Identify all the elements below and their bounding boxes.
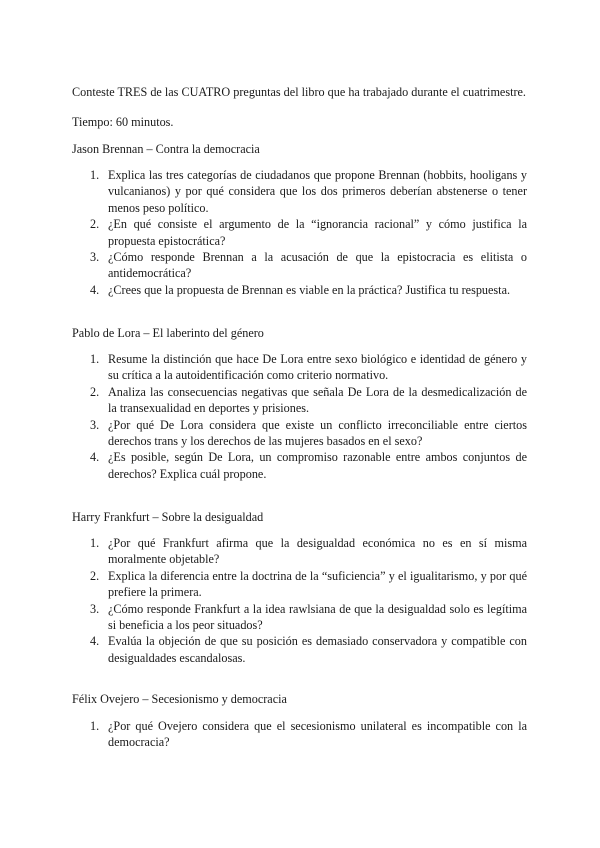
question-text: ¿Cómo responde Brennan a la acusación de que la epistocracia es elitista o antidemocrática? (108, 250, 527, 281)
section-title-de-lora: Pablo de Lora – El laberinto del género (72, 326, 264, 340)
question-number: 2. (90, 384, 100, 399)
question-text: ¿Por qué De Lora considera que existe un conflicto irreconciliable entre ciertos derechos trans y los derechos de las mujeres basados en el sexo? (108, 417, 527, 449)
question-number: 1. (90, 352, 100, 366)
question-list-frankfurt (0, 535, 600, 666)
question-number: 4. (90, 282, 100, 297)
question-text: ¿Por qué Frankfurt afirma que la desigualdad económica no es en sí misma moralmente objetable? (108, 536, 527, 567)
question-item (0, 282, 600, 298)
question-text: ¿Por qué Ovejero considera que el secesionismo unilateral es incompatible con la democracia? (108, 719, 527, 750)
question-list-brennan (0, 167, 600, 298)
question-item (0, 351, 600, 384)
question-number: 4. (90, 450, 100, 465)
question-text: Analiza las consecuencias negativas que señala De Lora de la desmedicalización de la transexualidad en deportes y prisiones. (108, 384, 527, 416)
section-title-ovejero: Félix Ovejero – Secesionismo y democracia (72, 692, 287, 706)
question-item (0, 417, 600, 450)
question-number: 2. (90, 217, 100, 232)
question-item (0, 535, 600, 568)
question-item (0, 633, 600, 666)
question-item (0, 718, 600, 751)
question-number: 2. (90, 568, 100, 583)
question-text: Evalúa la objeción de que su posición es demasiado conservadora y compatible con desigualdades escandalosas. (108, 634, 527, 665)
question-list-de-lora (0, 351, 600, 482)
instructions-text: Conteste TRES de las CUATRO preguntas del libro que ha trabajado durante el cuatrimestre. (72, 85, 526, 99)
question-number: 4. (90, 634, 100, 649)
question-text: Explica las tres categorías de ciudadanos que propone Brennan (hobbits, hooligans y vulcanianos) y por qué considera que los dos primeros deberían abstenerse o tener menos peso político. (108, 168, 527, 215)
question-text: ¿Crees que la propuesta de Brennan es viable en la práctica? Justifica tu respuesta. (108, 282, 511, 297)
question-item (0, 601, 600, 634)
question-text: ¿En qué consiste el argumento de la “ignorancia racional” y cómo justifica la propuesta epistocrática? (108, 217, 527, 248)
question-item (0, 568, 600, 601)
time-limit-text: Tiempo: 60 minutos. (72, 115, 174, 129)
question-list-ovejero (0, 718, 600, 751)
question-item (0, 167, 600, 216)
section-title-brennan: Jason Brennan – Contra la democracia (72, 142, 260, 156)
question-number: 3. (90, 601, 100, 616)
question-number: 1. (90, 536, 100, 550)
question-item (0, 384, 600, 417)
question-item (0, 449, 600, 482)
question-number: 3. (90, 417, 100, 432)
question-item (0, 249, 600, 282)
question-text: Explica la diferencia entre la doctrina de la “suficiencia” y el igualitarismo, y por qué prefiere la primera. (108, 568, 527, 600)
question-item (0, 216, 600, 249)
question-number: 3. (90, 250, 100, 265)
question-number: 1. (90, 719, 100, 733)
question-text: Resume la distinción que hace De Lora entre sexo biológico e identidad de género y su crítica a la autoidentificación como criterio normativo. (108, 352, 527, 383)
question-number: 1. (90, 168, 100, 182)
section-title-frankfurt: Harry Frankfurt – Sobre la desigualdad (72, 510, 264, 524)
question-text: ¿Cómo responde Frankfurt a la idea rawlsiana de que la desigualdad solo es legítima si beneficia a los peor situados? (108, 601, 527, 633)
question-text: ¿Es posible, según De Lora, un compromiso razonable entre ambos conjuntos de derechos? Explica cuál propone. (108, 450, 527, 481)
